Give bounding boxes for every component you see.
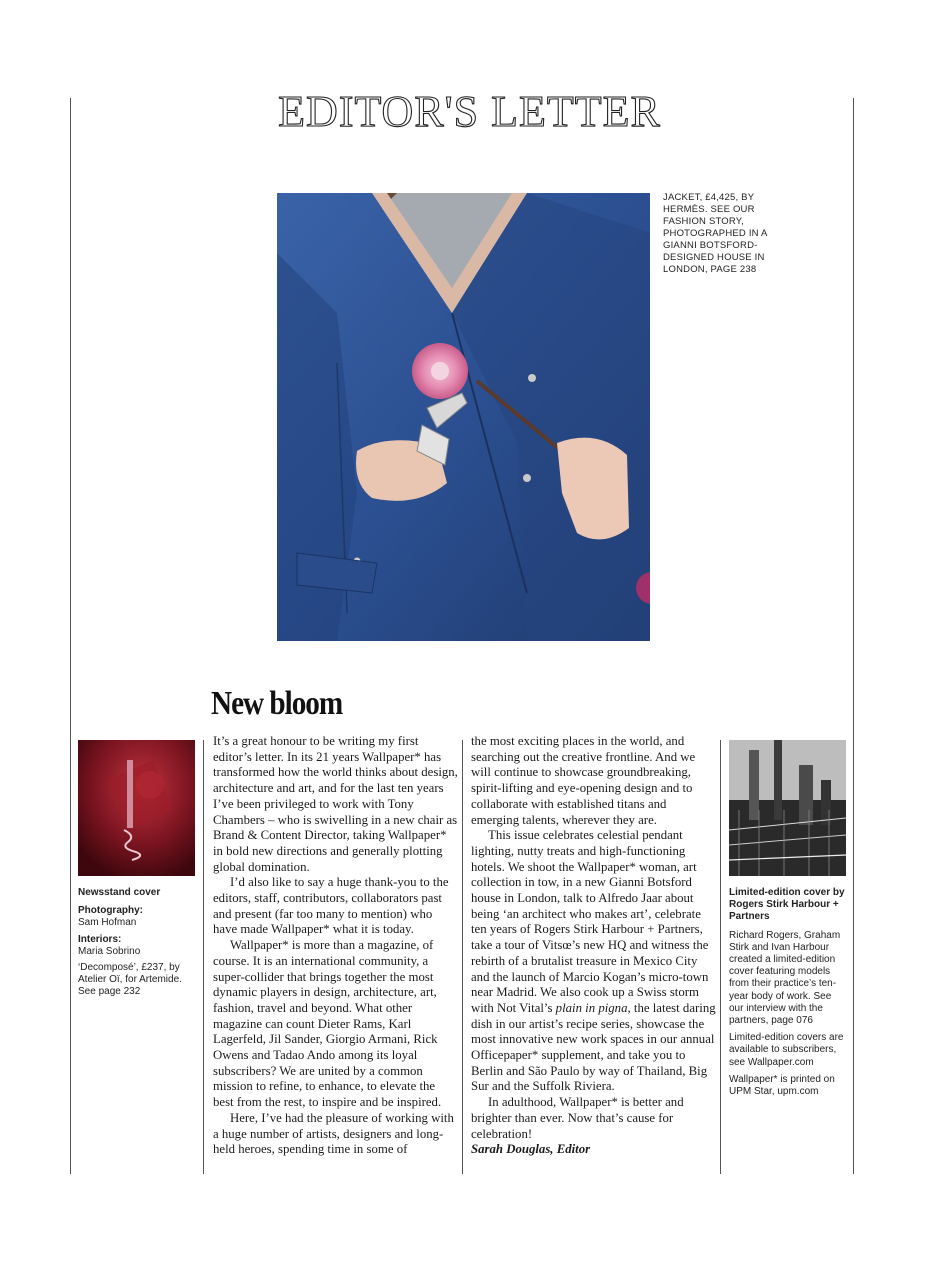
left-margin-rule	[70, 98, 71, 1174]
limited-availability: Limited-edition covers are available to subscribers, see Wallpaper.com	[729, 1032, 844, 1068]
article-column-2	[471, 734, 716, 1158]
paragraph	[471, 828, 716, 1095]
photography-value: Sam Hofman	[78, 917, 137, 929]
dish-title: plain in pigna	[555, 1000, 628, 1015]
interiors-label: Interiors:	[78, 933, 122, 945]
limited-edition-cover-image	[729, 740, 846, 876]
newsstand-cover-illustration	[78, 740, 195, 876]
article-column-1	[213, 734, 458, 1158]
paragraph: It’s a great honour to be writing my first editor’s letter. In its 21 years Wallpaper* has transformed how the world thinks about design, architecture and art, and for the last ten years I’ve been privileged to work with Tony Chambers – who is swivelling in a new chair as Brand & Content Director, taking Wallpaper* in bold new directions and generally plotting global domination.	[213, 734, 458, 874]
article-headline: New bloom	[211, 685, 343, 722]
newsstand-credit: ‘Decomposé’, £237, by Atelier Oï, for Artemide. See page 232	[78, 962, 182, 998]
col-rule-1	[203, 740, 204, 1174]
paragraph: Wallpaper* is more than a magazine, of course. It is an international community, a super-collider that brings together the most dynamic players in design, architecture, art, fashion, travel and beyond. What other magazine can count Dieter Rams, Karl Lagerfeld, Jil Sander, Giorgio Armani, Rick Owens and Tadao Ando among its loyal subscribers? We are united by a common mission to refine, to enhance, to elevate the best from the rest, to inspire and be inspired.	[213, 938, 442, 1110]
paragraph-text: This issue celebrates celestial pendant lighting, nutty treats and high-functioning hotels. We shoot the Wallpaper* woman, art collection in tow, in a new Gianni Botsford house in London, talk to Alfredo Jaar about being ‘an architect who makes art’, celebrate ten years of Rogers Stirk Harbour + Partners, take a tour of Vitsœ’s new HQ and witness the rebirth of a brutalist treasure in Mexico City and the launch of Marcio Kogan’s micro-town near Madrid. We also cook up a Swiss storm with Not Vital’s	[471, 828, 709, 1015]
page-title: EDITOR'S LETTER	[278, 87, 661, 136]
right-margin-rule	[853, 98, 854, 1174]
signature: Sarah Douglas, Editor	[471, 1142, 591, 1157]
jacket-photo-illustration	[277, 193, 650, 641]
limited-text: Richard Rogers, Graham Stirk and Ivan Harbour created a limited-edition cover featuring models from their practice’s ten-year body of work. See our interview with the partners, page 076	[729, 929, 841, 1027]
paragraph: I’d also like to say a huge thank-you to the editors, staff, contributors, collaborators past and present (far too many to mention) who have made Wallpaper* what it is today.	[213, 875, 449, 937]
paragraph: Here, I’ve had the pleasure of working with a huge number of artists, designers and long-held heroes, spending time in some of	[213, 1110, 454, 1157]
paragraph-text: , the latest daring dish in our artist’s recipe series, showcase the most innovative new work spaces in our annual Officepaper* supplement, and take you to Berlin and São Paulo by way of Thailand, Big Sur and the Suffolk Riviera.	[471, 1000, 716, 1094]
newsstand-cover-info	[78, 887, 198, 1004]
col-rule-2	[462, 740, 463, 1174]
limited-heading: Limited-edition cover by Rogers Stirk Harbour + Partners	[729, 887, 845, 923]
printing-note: Wallpaper* is printed on UPM Star, upm.com	[729, 1073, 835, 1098]
paragraph: In adulthood, Wallpaper* is better and brighter than ever. Now that’s cause for celebration!	[471, 1095, 684, 1141]
interiors-value: Maria Sobrino	[78, 945, 141, 957]
newsstand-cover-image	[78, 740, 195, 876]
photography-label: Photography:	[78, 905, 143, 917]
photo-caption: JACKET, £4,425, BY HERMÈS. SEE OUR FASHION STORY, PHOTOGRAPHED IN A GIANNI BOTSFORD-DESIGNED HOUSE IN LONDON, PAGE 238	[663, 192, 768, 275]
limited-edition-info	[729, 887, 847, 1103]
paragraph: the most exciting places in the world, and searching out the creative frontline. And we will continue to showcase groundbreaking, spirit-lifting and eye-opening design and to collaborate with established titans and emerging talents, wherever they are.	[471, 734, 696, 827]
main-photo	[277, 193, 650, 641]
newsstand-heading: Newsstand cover	[78, 887, 161, 898]
col-rule-3	[720, 740, 721, 1174]
limited-edition-cover-illustration	[729, 740, 846, 876]
